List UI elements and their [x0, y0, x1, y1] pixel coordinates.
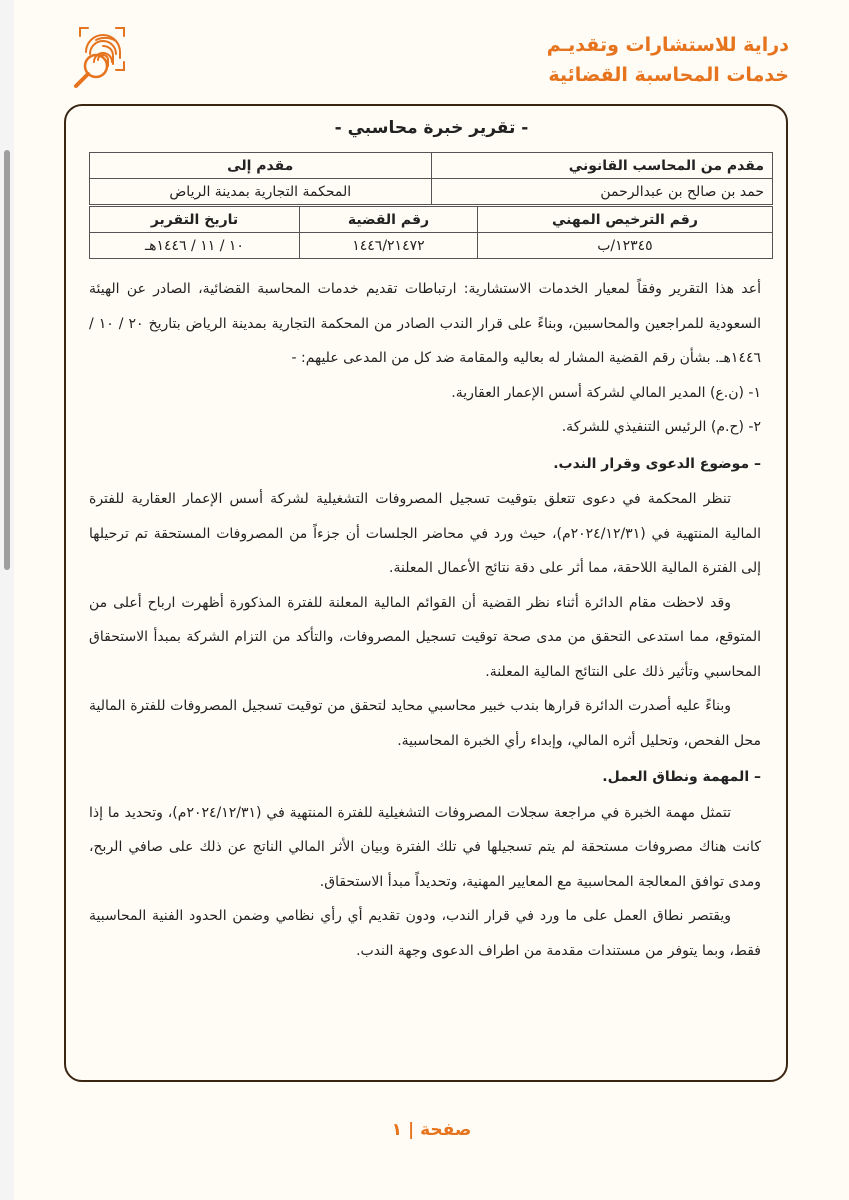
- from-value: حمد بن صالح بن عبدالرحمن: [431, 179, 773, 205]
- report-title: - تقرير خبرة محاسبي -: [334, 118, 529, 138]
- case-info-table: [89, 206, 773, 259]
- section2-paragraph-1: تتمثل مهمة الخبرة في مراجعة سجلات المصروفات التشغيلية للفترة المنتهية في (٢٠٢٤/١٢/٣١م)، وتحديد ما إذا كانت هناك مصروفات مستحقة لم يتم تسجيلها في تلك الفترة وبيان الأثر المالي الناتج عن ذلك على صافي الربح، ومدى توافق المعالجة المحاسبية مع المعايير المهنية، وتحديداً مبدأ الاستحقاق.: [89, 804, 761, 890]
- scrollbar[interactable]: [0, 0, 14, 1200]
- case-number-label: رقم القضية: [299, 207, 477, 233]
- document-page: [14, 0, 849, 1200]
- section1-paragraph-3: وبناءً عليه أصدرت الدائرة قرارها بندب خبير محاسبي محايد لتحقق من توقيت تسجيل المصروفات للفترة المالية محل الفحص، وتحليل أثره المالي، وإبداء رأي الخبرة المحاسبية.: [89, 698, 761, 749]
- brand-line-1: دراية للاستشارات وتقديـم: [546, 34, 789, 56]
- brand-name: [547, 30, 789, 90]
- report-body: [89, 272, 761, 968]
- brand-line-2: خدمات المحاسبة القضائية: [548, 64, 789, 86]
- license-value: ١٢٣٤٥/ب: [477, 233, 772, 259]
- defendant-2: ٢- (ح.م) الرئيس التنفيذي للشركة.: [561, 419, 761, 435]
- from-label: مقدم من المحاسب القانوني: [431, 153, 773, 179]
- to-value: المحكمة التجارية بمدينة الرياض: [90, 179, 432, 205]
- page-number: صفحة | ١: [391, 1120, 472, 1140]
- report-date-label: تاريخ التقرير: [90, 207, 300, 233]
- scrollbar-thumb[interactable]: [4, 150, 10, 570]
- section-heading-scope: – المهمة ونطاق العمل.: [602, 769, 761, 785]
- intro-paragraph: أعد هذا التقرير وفقاً لمعيار الخدمات الاستشارية: ارتباطات تقديم خدمات المحاسبة القضائية، الصادر عن الهيئة السعودية للمراجعين والمحاسبين، وبناءً على قرار الندب الصادر من المحكمة التجارية بمدينة الرياض بتاريخ ٢٠ / ١٠ / ١٤٤٦هـ. بشأن رقم القضية المشار له بعاليه والمقامة ضد كل من المدعى عليهم: -: [89, 281, 761, 366]
- section-heading-subject: – موضوع الدعوى وقرار الندب.: [553, 455, 761, 472]
- submission-table: [89, 152, 773, 205]
- license-label: رقم الترخيص المهني: [477, 207, 772, 233]
- to-label: مقدم إلى: [90, 153, 432, 179]
- fingerprint-magnifier-icon: [66, 22, 138, 92]
- section1-paragraph-1: تنظر المحكمة في دعوى تتعلق بتوقيت تسجيل المصروفات التشغيلية لشركة أسس الإعمار العقارية للفترة المالية المنتهية في (٢٠٢٤/١٢/٣١م)، حيث ورد في محاضر الجلسات أن جزءاً من المصروفات المستحقة تم ترحيلها إلى الفترة المالية اللاحقة، مما أثر على دقة نتائج الأعمال المعلنة.: [89, 491, 761, 576]
- defendant-1: ١- (ن.ع) المدير المالي لشركة أسس الإعمار العقارية.: [451, 384, 761, 401]
- section1-paragraph-2: وقد لاحظت مقام الدائرة أثناء نظر القضية أن القوائم المالية المعلنة للفترة المذكورة أظهرت ارباح أعلى من المتوقع، مما استدعى التحقق من مدى صحة توقيت تسجيل المصروفات، والتأكد من التزام الشركة بمبدأ الاستحقاق المحاسبي وتأثير ذلك على النتائج المالية المعلنة.: [89, 594, 761, 680]
- report-date-value: ١٠ / ١١ / ١٤٤٦هـ: [90, 233, 300, 259]
- section2-paragraph-2: ويقتصر نطاق العمل على ما ورد في قرار الندب، ودون تقديم أي رأي نظامي وضمن الحدود الفنية المحاسبية فقط، وبما يتوفر من مستندات مقدمة من اطراف الدعوى وجهة الندب.: [89, 908, 761, 959]
- case-number-value: ١٤٤٦/٢١٤٧٢: [299, 233, 477, 259]
